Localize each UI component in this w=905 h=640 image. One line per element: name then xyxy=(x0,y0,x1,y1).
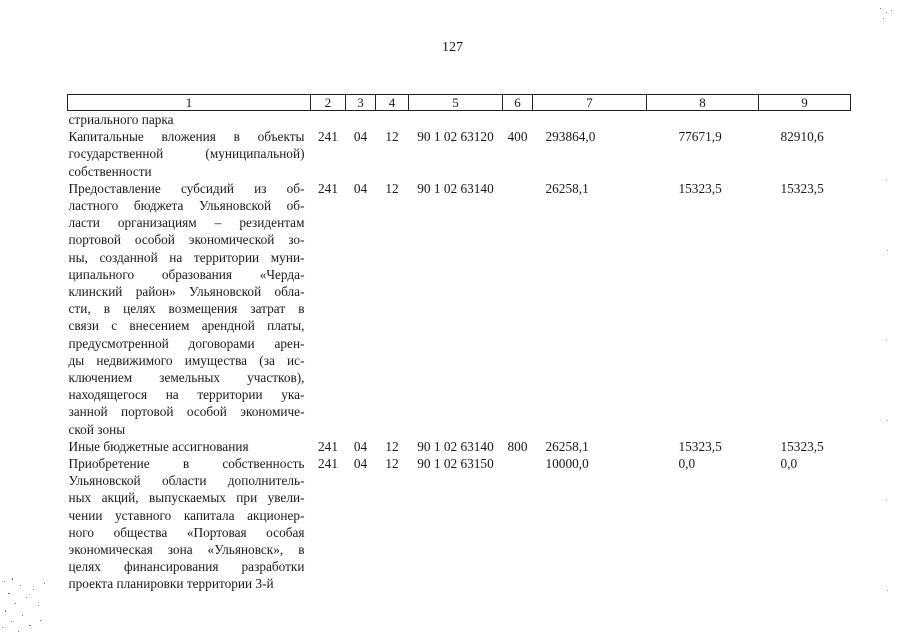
cell-amount-year2 xyxy=(647,111,759,129)
scan-noise-speckles xyxy=(877,6,897,26)
cell-section: 04 xyxy=(353,438,368,454)
column-header: 3 xyxy=(346,95,376,111)
description-line: чении уставного капитала акционер- xyxy=(68,507,305,523)
cell-admin-code: 241 xyxy=(318,438,338,454)
description-line: Ульяновской области дополнитель- xyxy=(68,473,305,489)
description-line: ключением земельных участков), xyxy=(68,370,305,386)
cell-description xyxy=(68,111,311,129)
description-line: целях финансирования разработки xyxy=(68,559,305,575)
description-line: ской зоны xyxy=(68,421,126,437)
cell-description xyxy=(68,128,311,180)
table-row xyxy=(68,111,851,129)
cell-expense-type xyxy=(503,111,533,129)
description-line: стриального парка xyxy=(68,112,174,127)
cell-expense-type: 800 xyxy=(507,438,528,454)
table-header-row xyxy=(68,95,851,111)
cell-subsection xyxy=(376,111,409,129)
cell-amount-year1: 26258,1 xyxy=(545,180,589,196)
page-number: 127 xyxy=(442,40,463,55)
budget-table xyxy=(67,94,851,593)
column-header: 4 xyxy=(376,95,409,111)
table-row xyxy=(68,455,851,593)
column-header: 5 xyxy=(409,95,503,111)
cell-section: 04 xyxy=(353,456,368,472)
cell-target-article: 90 1 02 63140 xyxy=(417,438,494,454)
column-header: 8 xyxy=(647,95,759,111)
cell-amount-year3: 0,0 xyxy=(780,456,798,472)
cell-amount-year1 xyxy=(533,111,647,129)
cell-admin-code: 241 xyxy=(318,456,338,472)
cell-section: 04 xyxy=(353,180,368,196)
description-line: ного общества «Портовая особая xyxy=(68,524,305,540)
scan-noise-speckles xyxy=(0,575,60,635)
cell-amount-year2: 77671,9 xyxy=(678,129,722,145)
column-header: 9 xyxy=(759,95,851,111)
cell-amount-year1: 293864,0 xyxy=(545,129,596,145)
description-line: Иные бюджетные ассигнования xyxy=(68,438,249,454)
cell-target-article: 90 1 02 63150 xyxy=(417,456,494,472)
description-line: Предоставление субсидий из об- xyxy=(68,180,305,196)
description-line: ластного бюджета Ульяновской об- xyxy=(68,198,305,214)
cell-target-article xyxy=(409,111,503,129)
description-line: ны, созданной на территории муни- xyxy=(68,249,305,265)
cell-amount-year3: 15323,5 xyxy=(780,438,824,454)
description-line: предусмотренной договорами арен- xyxy=(68,335,305,351)
cell-subsection: 12 xyxy=(385,129,399,145)
description-line: находящегося на территории ука- xyxy=(68,387,305,403)
description-line: Приобретение в собственность xyxy=(68,456,305,472)
table-row xyxy=(68,128,851,180)
table-row xyxy=(68,438,851,455)
cell-amount-year3: 15323,5 xyxy=(780,180,824,196)
description-line: связи с внесением арендной платы, xyxy=(68,318,305,334)
cell-expense-type: 400 xyxy=(507,129,528,145)
description-line: клинский район» Ульяновской обла- xyxy=(68,284,305,300)
cell-amount-year1: 26258,1 xyxy=(545,438,589,454)
cell-target-article: 90 1 02 63140 xyxy=(417,180,494,196)
description-line: занной портовой особой экономиче- xyxy=(68,404,305,420)
column-header: 7 xyxy=(533,95,647,111)
cell-description xyxy=(68,438,311,455)
column-header: 2 xyxy=(311,95,346,111)
cell-subsection: 12 xyxy=(385,180,399,196)
description-line: собственности xyxy=(68,163,152,179)
cell-section: 04 xyxy=(353,129,368,145)
cell-expense-type xyxy=(503,455,533,593)
cell-amount-year2: 15323,5 xyxy=(678,438,722,454)
cell-subsection: 12 xyxy=(385,456,399,472)
cell-amount-year3: 82910,6 xyxy=(780,129,824,145)
cell-admin-code: 241 xyxy=(318,129,338,145)
description-line: портовой особой экономической зо- xyxy=(68,232,305,248)
cell-subsection: 12 xyxy=(385,438,399,454)
description-line: проекта планировки территории 3-й xyxy=(68,576,274,592)
description-line: Капитальные вложения в объекты xyxy=(68,129,305,145)
cell-amount-year1: 10000,0 xyxy=(545,456,589,472)
description-line: экономическая зона «Ульяновск», в xyxy=(68,542,305,558)
cell-admin-code: 241 xyxy=(318,180,338,196)
cell-description xyxy=(68,180,311,438)
table-body xyxy=(68,111,851,593)
cell-section xyxy=(346,111,376,129)
cell-admin-code xyxy=(311,111,346,129)
description-line: ных акций, выпускаемых при увели- xyxy=(68,490,305,506)
table-row xyxy=(68,180,851,438)
description-line: ципального образования «Черда- xyxy=(68,266,305,282)
scan-edge-speckles xyxy=(885,160,889,620)
description-line: государственной (муниципальной) xyxy=(68,146,305,162)
description-line: сти, в целях возмещения затрат в xyxy=(68,301,305,317)
cell-amount-year3 xyxy=(759,111,851,129)
column-header: 1 xyxy=(68,95,311,111)
cell-amount-year2: 15323,5 xyxy=(678,180,722,196)
cell-description xyxy=(68,455,311,593)
column-header: 6 xyxy=(503,95,533,111)
description-line: ды недвижимого имущества (за ис- xyxy=(68,352,305,368)
cell-amount-year2: 0,0 xyxy=(678,456,696,472)
description-line: ласти организациям – резидентам xyxy=(68,215,305,231)
cell-target-article: 90 1 02 63120 xyxy=(417,129,494,145)
cell-expense-type xyxy=(503,180,533,438)
